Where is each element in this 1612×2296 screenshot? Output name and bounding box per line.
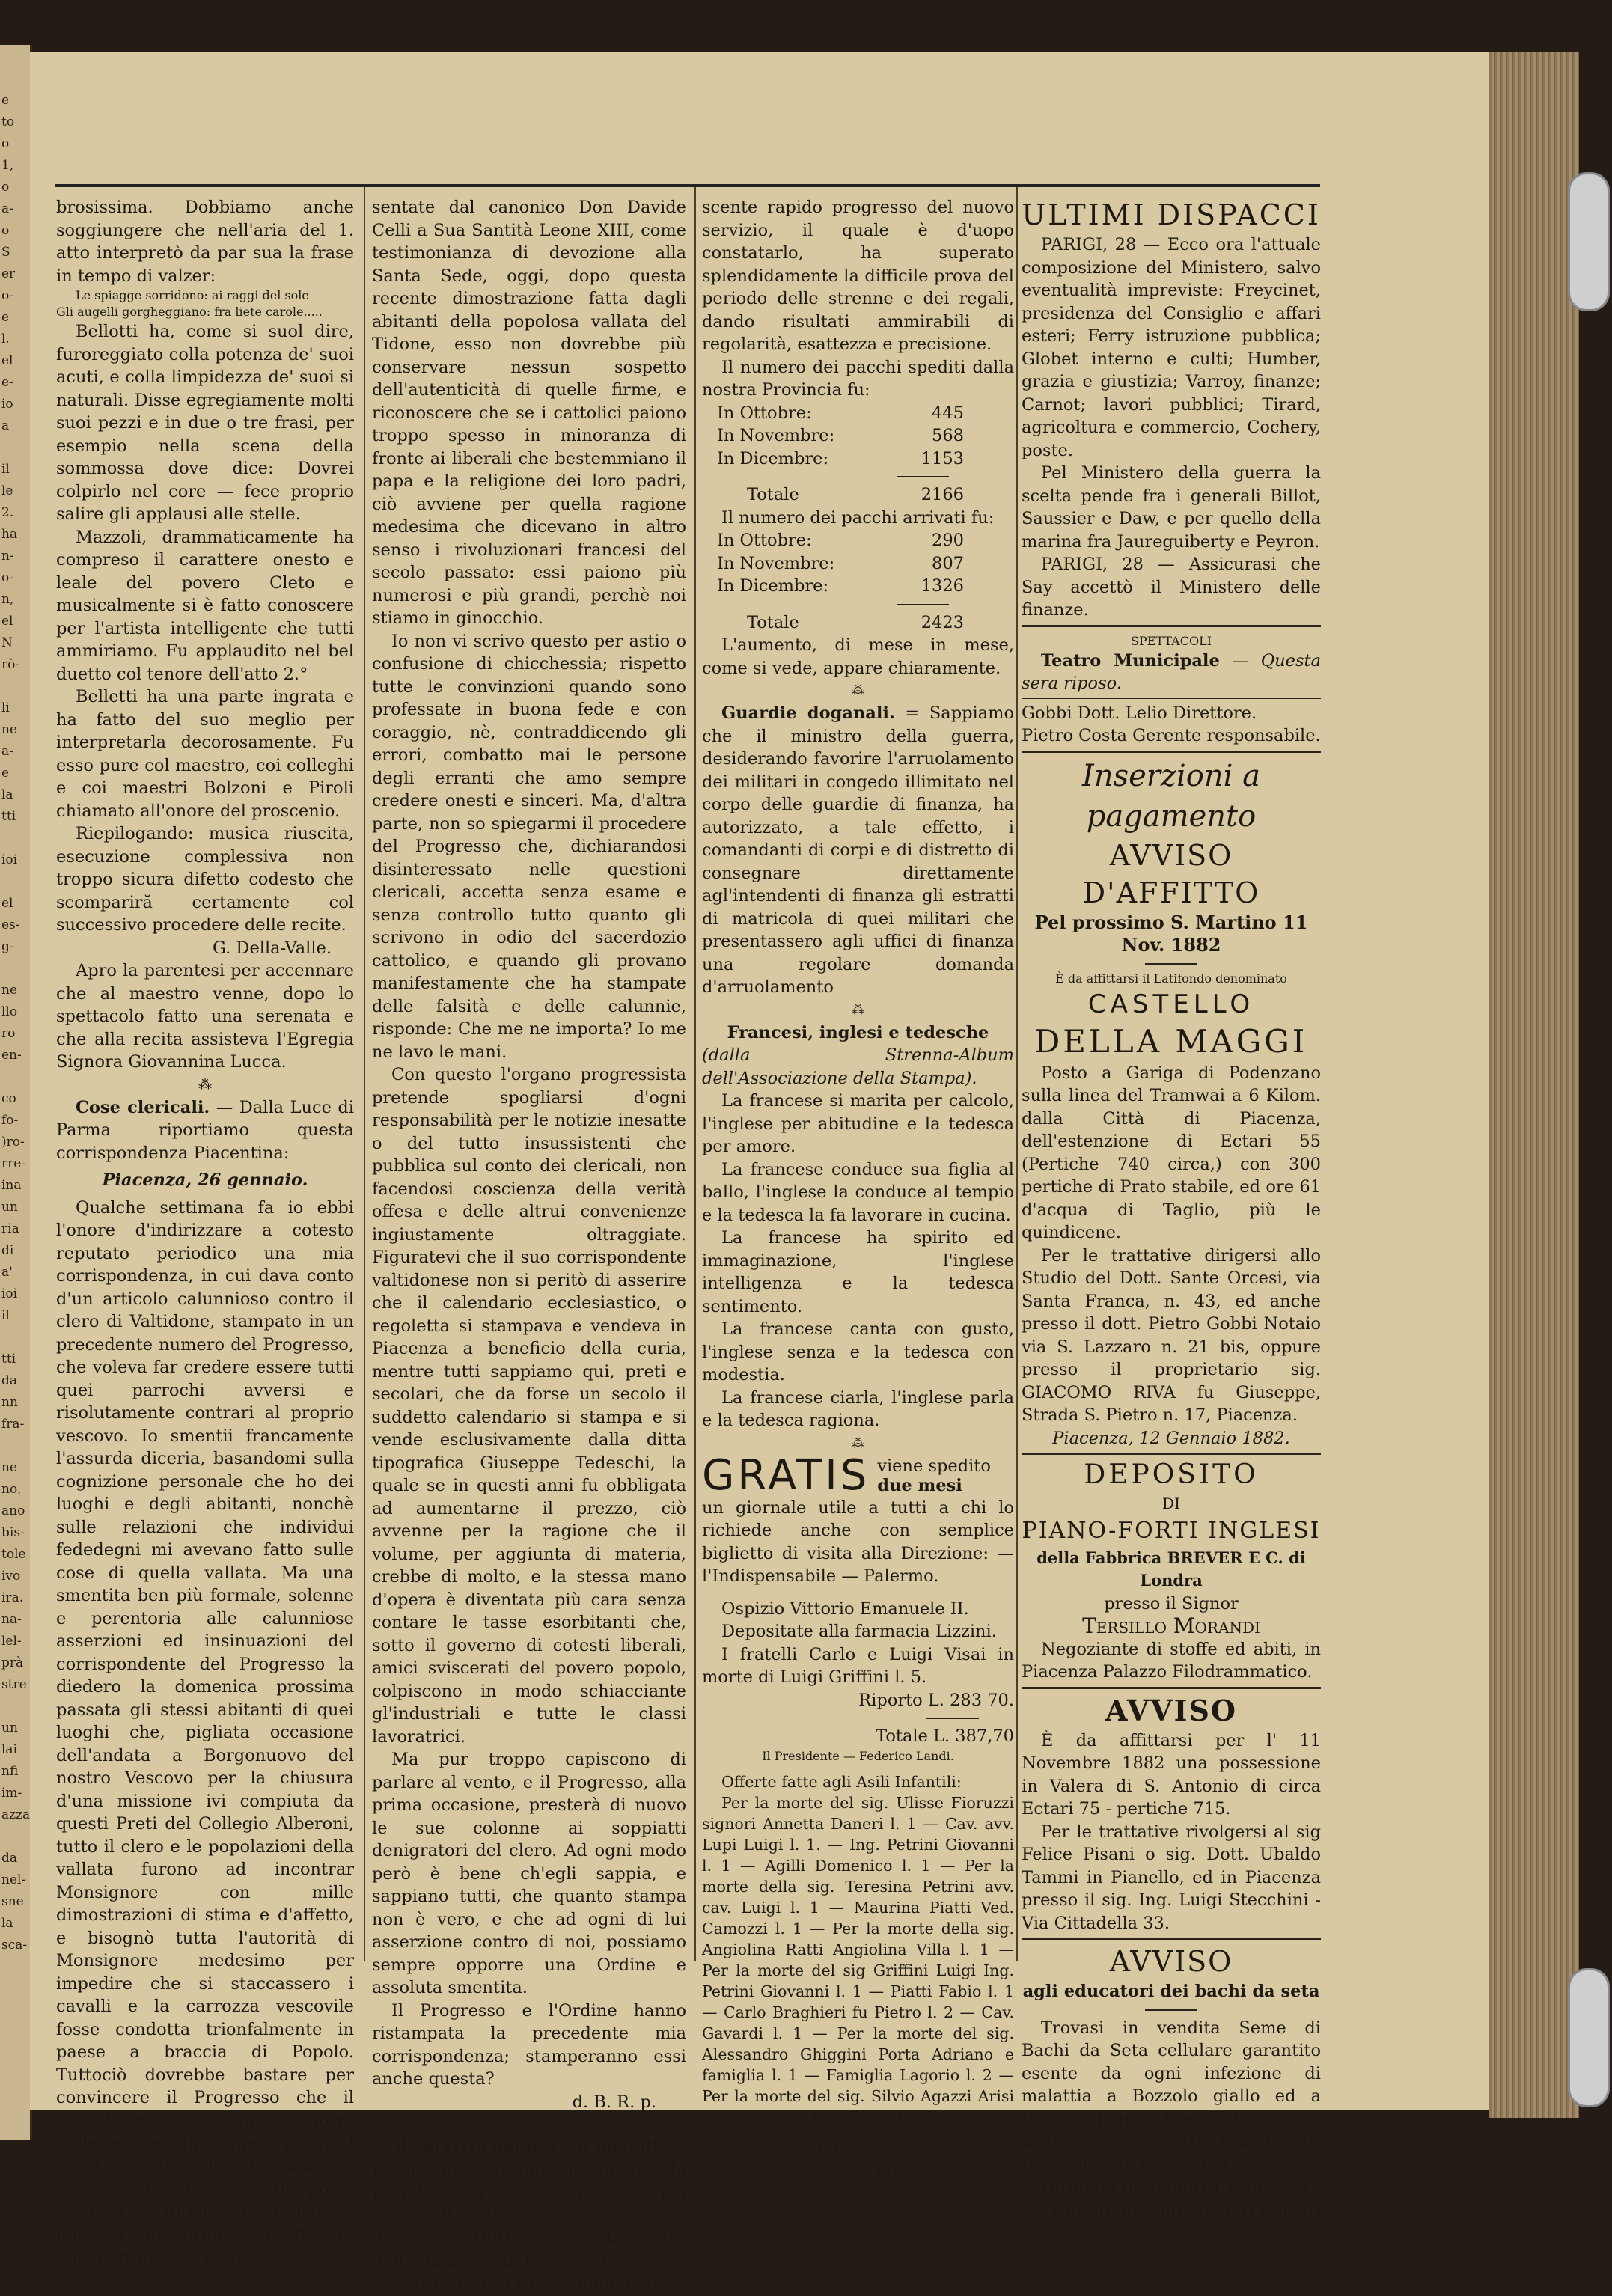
- theatre-name: Teatro Municipale: [1041, 650, 1220, 671]
- ad-subheading: agli educatori dei bachi da seta: [1022, 1982, 1320, 2001]
- ad-date: Piacenza, 12 Gennaio 1882.: [1052, 1428, 1290, 1448]
- article-text: La francese conduce sua figlia al ballo, l'inglese la conduce al tempio e la tedesca la fa lavorare in cucina.: [702, 1159, 1014, 1225]
- article-text: La francese ha spirito ed immaginazione, l'inglese intelligenza e la tedesca sentimento.: [702, 1228, 1014, 1316]
- article-text: Per la morte del sig. Ulisse Fioruzzi signori Annetta Daneri l. 1 — Cav. avv. Lupi Luigi l. 1. — Ing. Petrini Giovanni l. 1 — Agilli Domenico l. 1 — Per la morte della sig. Teresina Petrini avv. cav. Luigi l. 1 — Maurina Piatti Ved. Camozzi l. 1 — Per la morte della sig. Angiolina Ratti Angiolina Villa l. 1 — Per la morte del sig Griffini Luigi Ing. Petrini Giovanni l. 1 — Piatti Fabio l. 1 — Carlo Braghieri fu Pietro l. 2 — Cav. Gavardi l. 1 — Per la morte del sig. Alessandro Ghiggini Porta Adriano e famiglia l. 1 — Famiglia Lagorio l. 2 — Per la morte del sig. Silvio Agazzi Arisi capomastro e famiglia l. 1.: [702, 1793, 1014, 2126]
- dateline: Piacenza, 26 gennaio.: [102, 1170, 308, 1190]
- ad-text: Per le trattative rivolgersi al sig Felice Pisani o sig. Dott. Ubaldo Tammi in Pianello, ed in Piacenza presso il sig. Ing. Luigi Stecchini - Via Cittadella 33.: [1022, 1822, 1321, 1933]
- article-text: scente rapido progresso del nuovo servizio, il quale è d'uopo constatarlo, ha superato splendidamente la difficile prova del periodo delle strenne e dei regali, dando risultati ammirabili di regolarità, esattezza e precisione.: [702, 198, 1014, 354]
- column-1: [56, 196, 354, 2269]
- ornament: ⁂: [851, 1435, 865, 1451]
- article-text: La francese canta con gusto, l'inglese senza e la tedesca con modestia.: [702, 1319, 1014, 1384]
- column-rule-3: [1016, 187, 1018, 1961]
- column-rule-1: [364, 187, 365, 1961]
- ad-text: della Fabbrica BREVER E C. di Londra: [1036, 1548, 1306, 1590]
- section-heading: Guardie doganali.: [721, 703, 895, 723]
- signature: Francesco Pizzati.: [876, 2160, 1014, 2178]
- stats-row: In Ottobre: 445: [717, 403, 964, 423]
- article-text: = Sappiamo che il ministro della guerra, desiderando favorire l'arruolamento dei militari in congedo illimitato nel corpo delle guardie di finanza, ha autorizzato, a tale effetto, i comandanti di corpi e di distretto di consegnare direttamente agl'intendenti di finanza gli estratti di matricola di quei militari che presentassero agli uffici di finanza una regolare domanda d'arruolamento: [702, 703, 1015, 997]
- section-heading: Francesi, inglesi e tedesche: [727, 1022, 989, 1042]
- article-text: — Questa sera riposo.: [1022, 650, 1321, 693]
- ad-text: Per le trattative dirigersi allo Studio del Dott. Sante Orcesi, via Santa Franca, n. 43, ed anche presso il dott. Pietro Gobbi Notaio via S. Lazzaro n. 21 bis, oppure presso il proprietario sig. GIACOMO RIVA fu Giuseppe, Strada S. Pietro n. 17, Piacenza.: [1022, 1245, 1321, 1425]
- ad-text: Posto a Gariga di Podenzano sulla linea del Tramwai a 6 Kilom. dalla Città di Piacenza, dell'estenzione di Ectari 55 (Pertiche 740 circa,) con 300 pertiche di Prato stabile, ed ore 61 d'acqua di Taglio, più le quindicene.: [1022, 1063, 1321, 1242]
- article-text: La francese ciarla, l'inglese parla e la tedesca ragiona.: [702, 1387, 1014, 1430]
- gratis-word: GRATIS: [702, 1450, 870, 1500]
- stats-arrivati: [717, 529, 964, 634]
- article-text: sentate dal canonico Don Davide Celli a Sua Santità Leone XIII, come testimonianza di devozione alla Santa Sede, oggi, dopo questa recente dimostrazione fatta dagli abitanti della popolosa vallata del Tidone, esso non dovrebbe più conservare nessun sospetto dell'autenticità di quelle firme, e riconoscere che se i cattolici paiono troppo spesso in minoranza di fronte ai liberali che bestemmiano il papa e la religione dei loro padri, ciò avviene per quella ragione medesima che dicevano in altro senso i rivoluzionari francesi del secolo passato: essi paiono più numerosi e più grandi, perchè noi stiamo in ginocchio.: [372, 198, 686, 628]
- article-text: Io non vi scrivo questo per astio o confusione di chicchessia; rispetto tutte le convinzioni quando sono professate in buona fede e con coraggio, nè, contraddicendo gli errori, combatto mai le persone degli erranti che amo sempre credere onesti e sinceri. Ma, d'altra parte, non so spiegarmi il procedere del Progresso che, dichiarandosi disinteressato nelle questioni clericali, accetta senza esame e senza controllo tutto quanto gli scrivono in odio del sacerdozio cattolico, e quando gli provano manifestamente che ha stampate delle falsità e delle calunnie, risponde: Che me ne importa? Io me ne lavo le mani.: [372, 631, 686, 1062]
- section-heading: ULTIMI DISPACCI: [1022, 198, 1321, 231]
- ad-title: DEPOSITO: [1084, 1459, 1259, 1490]
- ad-heading: AVVISO D'AFFITTO: [1082, 838, 1260, 909]
- ornament: ⁂: [522, 2116, 536, 2132]
- binder-clip-bottom: [1568, 1968, 1610, 2107]
- ad-title: Tersillo Morandi: [1082, 1613, 1260, 1638]
- stats-row: In Dicembre: 1326: [717, 576, 964, 596]
- stats-total: Totale 2166: [747, 485, 964, 504]
- signature: Il Cassiere: [817, 2137, 899, 2155]
- ad-text: Negoziante di stoffe ed abiti, in Piacenza Palazzo Filodrammatico.: [1022, 1639, 1321, 1682]
- stats-row: In Novembre: 568: [717, 426, 964, 445]
- ad-text: Trovasi in vendita Seme di Bachi da Seta cellulare garantito esente da ogni infezione di malattia a Bozzolo giallo ed a Bozzolo bianco (garantito a Zero di infezione ogni 100 grani) a 15 Franchi ogni 30 grammi.: [1022, 2018, 1321, 2175]
- top-rule: [55, 184, 1320, 187]
- ornament: ⁂: [851, 683, 865, 698]
- amount: Riporto L. 283 70.: [858, 1690, 1014, 1710]
- article-text: brosissima. Dobbiamo anche soggiungere che nell'aria del 1. atto interpretò da par sua la frase in tempo di valzer:: [56, 198, 354, 286]
- column-4: [1022, 196, 1321, 2222]
- ad-text: presso il Signor: [1104, 1593, 1239, 1613]
- binder-clip-top: [1568, 172, 1610, 311]
- stats-total: Totale 2423: [747, 612, 964, 632]
- signature: Il Presidente — Federico Landi.: [762, 1748, 954, 1763]
- article-text: Belletti ha una parte ingrata e ha fatto del suo meglio per interpretarla decorosamente. Fu esso pure col maestro, coi colleghi e coi maestri Bolzoni e Piroli chiamato all'onore del proscenio.: [56, 687, 354, 821]
- article-text: Apro la parentesi per accennare che al maestro venne, dopo lo spettacolo fatto una serenata e che alla recita assisteva l'Egregia Signora Giovannina Lucca.: [56, 961, 354, 1072]
- ad-text: Dirigersi ai Signori I Henry e C. Sericoltori a Montepllier. (Francia): [1022, 2178, 1321, 2220]
- section-heading: Il servizio dei pacchi postali.: [394, 2137, 665, 2157]
- article-text: Ma pur troppo capiscono di parlare al vento, e il Progresso, alla prima occasione, presterà di nuovo le sue colonne ai soppiatti denigratori del clero. Ad ogni modo però è bene ch'egli sappia, e sappiano tutti, che quanto stampa non è vero, e che ad ogni di lui asserzione contro di noi, possiamo sempre opporre una Ordine e assoluta smentita.: [372, 1750, 686, 1997]
- article-text: Il Progresso e l'Ordine hanno ristampata la precedente mia corrispondenza; stamperanno essi anche questa?: [372, 2000, 686, 2089]
- gratis-note: due mesi: [877, 1475, 962, 1495]
- stats-row: In Novembre: 807: [717, 553, 964, 573]
- gratis-ad: [702, 1450, 1014, 1500]
- ad-title: CASTELLO: [1087, 989, 1255, 1019]
- stats-row: In Ottobre: 290: [717, 531, 964, 550]
- article-text: PARIGI, 28 — Ecco ora l'attuale composizione del Ministero, salvo eventualità impreviste: Freycinet, presidenza del Consiglio e affari esteri; Ferry istruzione pubblica; Globet interno e culti; Humber, grazia e giustizia; Varroy, finanze; Carnot; lavori pubblici; Tirard, agricoltura e commercio, Cochery, poste.: [1022, 235, 1321, 460]
- section-heading: Inserzioni a pagamento: [1082, 758, 1260, 834]
- ad-title: PIANO-FORTI INGLESI: [1022, 1517, 1321, 1544]
- article-text: Depositate alla farmacia Lizzini.: [721, 1622, 997, 1641]
- signature: G. Della-Valle.: [212, 938, 332, 958]
- ad-text: È da affittarsi per l' 11 Novembre 1882 una possessione in Valera di S. Antonio di circa Ectari 75 - pertiche 715.: [1022, 1730, 1321, 1819]
- left-facing-page: [0, 45, 32, 2140]
- signature: d. B. R. p.: [572, 2092, 656, 2112]
- article-text: un giornale utile a tutti a chi lo richiede anche con semplice biglietto di visita alla Direzione: — l'Indispensabile — Palermo.: [702, 1497, 1014, 1586]
- article-source: (dalla Strenna-Album dell'Associazione della Stampa).: [702, 1045, 1014, 1088]
- stats-spediti: [717, 402, 964, 507]
- article-text: L'aumento, di mese in mese, come si vede, appare chiaramente.: [702, 635, 1014, 678]
- article-text: Pubblichiamo la statistica dei pacchi postali nella nostra Provincia pei mesi di ottobre, novembre e dicembre 1881 (primo trimestre dell'attuazione del servizio).: [372, 2160, 686, 2271]
- article-text: I nostri lettori rileveranno il cre-: [391, 2274, 670, 2294]
- article-text: Mazzoli, drammaticamente ha compreso il carattere onesto e leale del povero Cleto e musicalmente si è fatto conoscere per l'artista intelligente che tutti ammiriamo. Fu applaudito nel bel duetto col tenore dell'atto 2.°: [56, 527, 354, 684]
- article-text: Il numero dei pacchi arrivati fu:: [721, 507, 995, 528]
- amount: Totale L. 387,70: [876, 1726, 1014, 1746]
- ad-text: DI: [1162, 1494, 1180, 1512]
- ad-date: Pel prossimo S. Martino 11 Nov. 1882: [1034, 911, 1308, 956]
- ad-heading: AVVISO: [1105, 1693, 1237, 1727]
- article-text: Qualche settimana fa io ebbi l'onore d'indirizzare a cotesto reputato periodico una mia corrispondenza, in cui dava conto d'un articolo calunnioso contro il clero di Valtidone, stampato in un precedente numero del Progresso, che voleva far credere essere tutti quei parrochi avversi e risolutamente contrari al proprio vescovo. Io smentii francamente l'assurda diceria, basandomi sulla cognizione personale che ho dei luoghi e degli abitanti, nonchè sulle relazioni che individui fededegni mi avevano fatto sulle cose di quella vallata. Ma una smentita ben più formale, solenne e perentoria alle calunniose asserzioni ed insinuazioni del corrispondente del Progresso la diedero la domenica prossima passata gli stessi abitanti di quei luoghi che, pigliata occasione dell'andata a Borgonuovo del nostro Vescovo per la chiusura d'una missione ivi compiuta da questi Preti del Collegio Alberoni, tutto il clero e le popolazioni della vallata furono ad incontrar Monsignore con mille dimostrazioni di stima e d'affetto, e bisognò tutta l'autorità di Monsignore medesimo per impedire che si staccassero i cavalli e la carrozza vescovile fosse condotta trionfalmente in paese a braccia di Popolo. Tuttociò dovrebbe bastare per convincere il Progresso che il cattolicismo non è ancora morto nelle nostre campagne e (valga il vero) neanche nelle città, onde se un giorno gli parve di poter mettere in dubbio le migliaia e migliaia di firme raccolte in questa provincia e pre-: [56, 1197, 354, 2268]
- book-edge: [1489, 52, 1579, 2118]
- article-text: — Dalla Luce di Parma riportiamo questa corrispondenza Piacentina:: [56, 1097, 355, 1163]
- article-text: Pel Ministero della guerra la scelta pende fra i generali Billot, Saussier e Daw, e per quello della marina fra Jaureguiberty e Peyron.: [1022, 463, 1321, 552]
- ad-intro: È da affittarsi il Latifondo denominato: [1055, 971, 1287, 986]
- ornament: ⁂: [851, 1001, 865, 1018]
- article-text: Con questo l'organo progressista pretende spogliarsi d'ogni responsabilità per le notizie inesatte o del tutto insussistenti che pubblica sul conto dei clericali, non facendosi coscienza della verità offesa e delle altrui convenienze ingiustamente oltraggiate. Figuratevi che il suo corrispondente valtidonese non si peritò di asserire che il calendario ecclesiastico, o regoletta si stampava e vendeva in Piacenza a beneficio della curia, mentre tutti sappiamo qui, preti e secolari, che da forse un secolo il suddetto calendario si stampa e si vende esclusivamente dalla ditta tipografica Giuseppe Tedeschi, la quale se in questi anni fu obbligata ad aumentarne il prezzo, ciò avvenne per la ragione che il volume, per aggiunta di materia, crebbe di molto, e la stessa mano d'opera è diventata più cara senza contare le tasse esorbitanti che, sotto il governo di cotesti liberali, amici sviscerati del povero popolo, colpiscono in modo schiacciante gl'industriali e tutte le classi lavoratrici.: [372, 1065, 686, 1747]
- gratis-note: viene spedito: [877, 1456, 991, 1476]
- article-text: Bellotti ha, come si suol dire, furoreggiato colla potenza de' suoi acuti, e colla limpidezza de' suoi si naturali. Disse egregiamente molti suoi pezzi e in due o tre frasi, per esempio nella scena della sommossa dove dice: Dovrei colpirlo nel core — fece proprio salire gli applausi alle stelle.: [56, 322, 354, 524]
- credits: Gobbi Dott. Lelio Direttore.: [1022, 703, 1257, 723]
- column-rule-2: [694, 187, 696, 1961]
- section-heading: SPETTACOLI: [1130, 633, 1212, 648]
- article-text: Il numero dei pacchi spediti dalla nostra Provincia fu:: [702, 357, 1014, 400]
- stats-row: In Dicembre: 1153: [717, 448, 964, 468]
- article-text: Ospizio Vittorio Emanuele II.: [721, 1599, 969, 1619]
- article-text: Offerte fatte agli Asili Infantili:: [721, 1772, 962, 1791]
- column-2: [372, 196, 686, 2296]
- verse-line: Gli augelli gorgheggiano: fra liete carole.....: [56, 305, 323, 319]
- credits: Pietro Costa Gerente responsabile.: [1022, 726, 1321, 745]
- article-text: I fratelli Carlo e Luigi Visai in morte di Luigi Griffini l. 5.: [702, 1644, 1014, 1687]
- ad-title: DELLA MAGGI: [1034, 1022, 1308, 1060]
- ad-heading: AVVISO: [1109, 1945, 1233, 1978]
- left-margin-text: e to o 1, o a- o S er o- e l. el e- io a il le 2. ha n- o- n, el N rò- li ne a- e la tti ioi el es- g- ne llo ro en- co fo- )ro- rre- ina un ria di a' ioi il tti da nn fra- ne no, ano bis- tole ivo ira. na- lel- prà stre un lai nfi im- azza da nel- sne la sca-: [1, 93, 31, 1952]
- article-text: La francese si marita per calcolo, l'inglese per abitudine e la tedesca per amore.: [702, 1091, 1014, 1156]
- verse-line: Le spiagge sorridono: ai raggi del sole: [76, 288, 309, 302]
- article-text: Riepilogando: musica riuscita, esecuzione complessiva non troppo sicura difetto codesto che scompariră certamente col successivo procedere delle recite.: [56, 824, 354, 935]
- section-heading: Cose clericali.: [76, 1097, 210, 1117]
- ornament: ⁂: [198, 1076, 212, 1093]
- article-text: PARIGI, 28 — Assicurasi che Say accettò il Ministero delle finanze.: [1022, 555, 1321, 620]
- column-3: [702, 196, 1014, 2181]
